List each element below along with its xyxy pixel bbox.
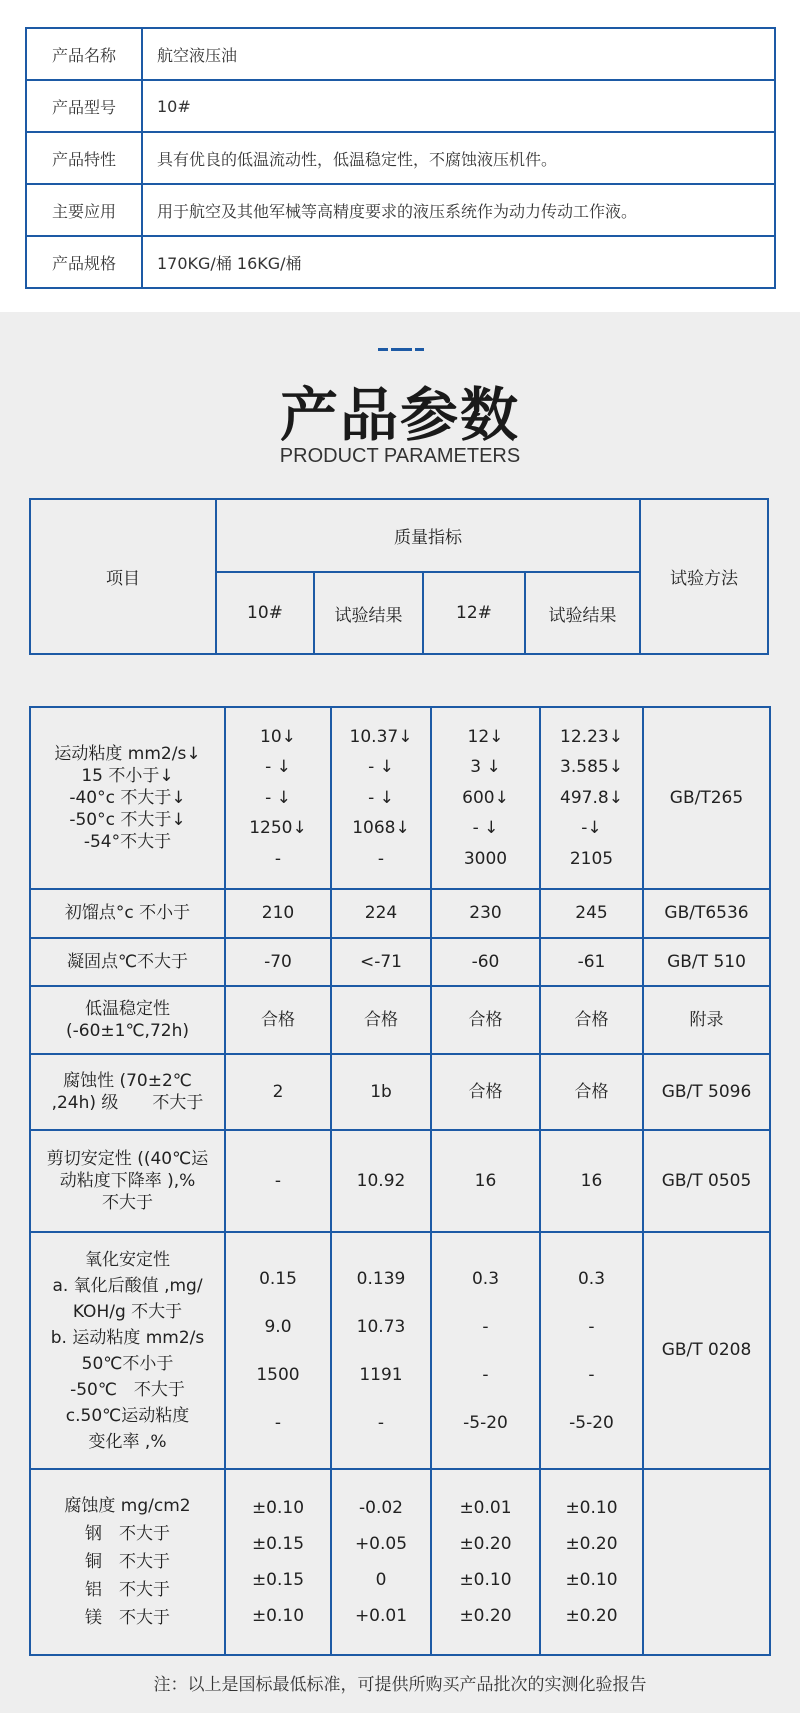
cell-10: 合格 <box>225 986 331 1054</box>
header-col: 试验结果 <box>314 572 423 654</box>
cell-12: 合格 <box>431 1054 540 1130</box>
table-row <box>30 1469 770 1655</box>
info-value: 10# <box>142 80 775 132</box>
header-quality: 质量指标 <box>216 499 640 572</box>
cell-10: 10↓ - ↓ - ↓ 1250↓ - <box>249 726 307 869</box>
parameters-header-table <box>29 498 769 655</box>
section-title: 产品参数 <box>279 381 520 449</box>
cell-12: -60 <box>431 938 540 986</box>
info-value: 170KG/桶 16KG/桶 <box>142 236 775 288</box>
header-method: 试验方法 <box>640 499 768 654</box>
row-method: GB/T 5096 <box>643 1054 770 1130</box>
table-row <box>30 938 770 986</box>
row-method: GB/T265 <box>643 707 770 889</box>
cell-12-result: 12.23↓ 3.585↓ 497.8↓ -↓ 2105 <box>560 726 623 869</box>
row-method: GB/T 510 <box>643 938 770 986</box>
parameters-table <box>29 706 771 1656</box>
footnote: 注：以上是国标最低标准，可提供所购买产品批次的实测化验报告 <box>153 1675 647 1695</box>
header-col: 10# <box>216 572 314 654</box>
info-row <box>26 80 775 132</box>
row-item: 凝固点℃不大于 <box>30 938 225 986</box>
info-row <box>26 184 775 236</box>
product-info-table <box>25 27 776 289</box>
info-label: 产品名称 <box>26 28 142 80</box>
cell-10-result: 合格 <box>331 986 431 1054</box>
info-row <box>26 28 775 80</box>
row-item: 剪切安定性 ((40℃运 动粘度下降率 ),% 不大于 <box>30 1130 225 1232</box>
table-row <box>30 707 770 889</box>
table-row <box>30 986 770 1054</box>
cell-10-result: 10.92 <box>331 1130 431 1232</box>
cell-10-result: 1b <box>331 1054 431 1130</box>
cell-10-result: 10.37↓ - ↓ - ↓ 1068↓ - <box>349 726 413 869</box>
cell-12-result: -61 <box>540 938 643 986</box>
info-value: 航空液压油 <box>142 28 775 80</box>
table-row <box>30 1054 770 1130</box>
cell-12: 合格 <box>431 986 540 1054</box>
cell-10: ±0.10 ±0.15 ±0.15 ±0.10 <box>251 1498 305 1626</box>
cell-10-result: -0.02 +0.05 0 +0.01 <box>354 1498 408 1626</box>
info-row <box>26 132 775 184</box>
header-col: 12# <box>423 572 525 654</box>
row-item: 腐蚀度 mg/cm2 钢 不大于 铜 不大于 铝 不大于 镁 不大于 <box>30 1469 225 1655</box>
row-method: GB/T6536 <box>643 889 770 938</box>
info-value: 用于航空及其他军械等高精度要求的液压系统作为动力传动工作液。 <box>142 184 775 236</box>
cell-10-result: 0.139 10.73 1191 - <box>356 1268 406 1433</box>
table-row <box>30 889 770 938</box>
cell-12: 230 <box>431 889 540 938</box>
cell-12-result: 合格 <box>540 1054 643 1130</box>
cell-12: 0.3 - - -5-20 <box>463 1268 508 1433</box>
row-method: 附录 <box>643 986 770 1054</box>
row-method: GB/T 0208 <box>643 1232 770 1469</box>
info-label: 主要应用 <box>26 184 142 236</box>
title-decoration <box>378 348 424 352</box>
cell-12-result: 0.3 - - -5-20 <box>569 1268 614 1433</box>
cell-10-result: <-71 <box>331 938 431 986</box>
cell-12: 12↓ 3 ↓ 600↓ - ↓ 3000 <box>462 726 509 869</box>
row-item: 腐蚀性 (70±2℃ ,24h) 级 不大于 <box>30 1054 225 1130</box>
cell-12: ±0.01 ±0.20 ±0.10 ±0.20 <box>459 1498 512 1626</box>
header-item: 项目 <box>30 499 216 654</box>
cell-10: 0.15 9.0 1500 - <box>256 1268 300 1433</box>
row-item: 氧化安定性 a. 氧化后酸值 ,mg/ KOH/g 不大于 b. 运动粘度 mm2/s 50℃不小于 -50℃ 不大于 c.50℃运动粘度 变化率 ,% <box>30 1232 225 1469</box>
cell-10: -70 <box>225 938 331 986</box>
section-subtitle: PRODUCT PARAMETERS <box>279 445 521 467</box>
cell-10-result: 224 <box>331 889 431 938</box>
cell-10: 210 <box>225 889 331 938</box>
info-label: 产品特性 <box>26 132 142 184</box>
table-row <box>30 1130 770 1232</box>
row-item: 低温稳定性 (-60±1℃,72h) <box>30 986 225 1054</box>
cell-10: 2 <box>225 1054 331 1130</box>
info-value: 具有优良的低温流动性，低温稳定性，不腐蚀液压机件。 <box>142 132 775 184</box>
cell-12-result: 合格 <box>540 986 643 1054</box>
cell-12-result: 245 <box>540 889 643 938</box>
cell-12-result: 16 <box>540 1130 643 1232</box>
row-item: 初馏点°c 不小于 <box>30 889 225 938</box>
row-item: 运动粘度 mm2/s↓ 15 不小于↓ -40°c 不大于↓ -50°c 不大于↓ -54°不大于 <box>30 707 225 889</box>
row-method: GB/T 0505 <box>643 1130 770 1232</box>
info-label: 产品规格 <box>26 236 142 288</box>
header-col: 试验结果 <box>525 572 640 654</box>
row-method <box>643 1469 770 1655</box>
cell-10: - <box>225 1130 331 1232</box>
info-row <box>26 236 775 288</box>
cell-12: 16 <box>431 1130 540 1232</box>
info-label: 产品型号 <box>26 80 142 132</box>
cell-12-result: ±0.10 ±0.20 ±0.10 ±0.20 <box>565 1498 618 1626</box>
table-row <box>30 1232 770 1469</box>
